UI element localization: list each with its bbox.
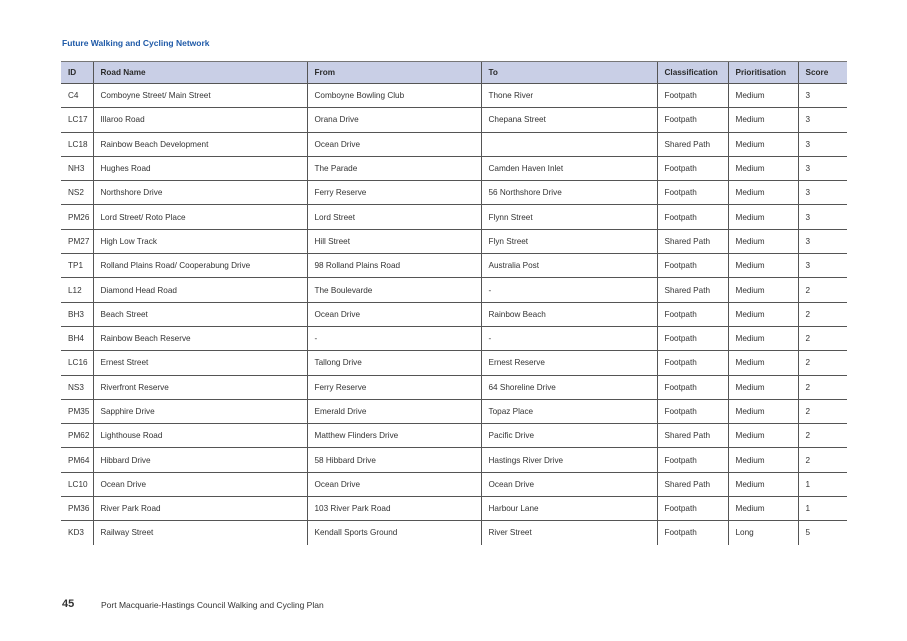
column-header-score: Score <box>798 62 847 84</box>
cell-score: 3 <box>798 254 847 278</box>
table-row <box>61 472 847 496</box>
cell-road-name: Ocean Drive <box>93 472 307 496</box>
cell-classification: Footpath <box>657 156 728 180</box>
column-header-road-name: Road Name <box>93 62 307 84</box>
cell-to: Ernest Reserve <box>481 351 657 375</box>
cell-score: 3 <box>798 84 847 108</box>
table-row <box>61 497 847 521</box>
cell-classification: Footpath <box>657 108 728 132</box>
cell-prioritisation: Medium <box>728 254 798 278</box>
table-body <box>61 84 847 545</box>
cell-to: - <box>481 326 657 350</box>
cell-road-name: Lord Street/ Roto Place <box>93 205 307 229</box>
cell-from: Comboyne Bowling Club <box>307 84 481 108</box>
cell-from: Ocean Drive <box>307 132 481 156</box>
cell-id: PM26 <box>61 205 93 229</box>
cell-id: NS2 <box>61 181 93 205</box>
cell-prioritisation: Medium <box>728 375 798 399</box>
cell-classification: Footpath <box>657 181 728 205</box>
table-row <box>61 448 847 472</box>
cell-to: Australia Post <box>481 254 657 278</box>
cell-prioritisation: Medium <box>728 497 798 521</box>
column-header-id: ID <box>61 62 93 84</box>
cell-prioritisation: Medium <box>728 302 798 326</box>
cell-score: 2 <box>798 448 847 472</box>
cell-prioritisation: Medium <box>728 84 798 108</box>
cell-id: KD3 <box>68 528 84 538</box>
table-row <box>61 108 847 132</box>
cell-road-name: Northshore Drive <box>93 181 307 205</box>
cell-classification: Shared Path <box>657 424 728 448</box>
cell-to: Ocean Drive <box>481 472 657 496</box>
cell-score: 2 <box>798 302 847 326</box>
table-row <box>61 229 847 253</box>
cell-id: LC18 <box>61 132 93 156</box>
cell-classification: Shared Path <box>657 229 728 253</box>
cell-prioritisation: Medium <box>728 399 798 423</box>
table-row <box>61 351 847 375</box>
cell-to <box>481 132 657 156</box>
cell-classification: Shared Path <box>657 132 728 156</box>
table-row <box>61 375 847 399</box>
footer-text: Port Macquarie-Hastings Council Walking and Cycling Plan <box>101 600 324 610</box>
cell-score: 3 <box>798 132 847 156</box>
cell-from: Orana Drive <box>307 108 481 132</box>
cell-to: River Street <box>481 521 657 545</box>
cell-classification: Footpath <box>657 84 728 108</box>
cell-road-name: High Low Track <box>93 229 307 253</box>
cell-score: 1 <box>798 472 847 496</box>
cell-prioritisation: Medium <box>728 205 798 229</box>
cell-id: LC10 <box>61 472 93 496</box>
cell-prioritisation: Medium <box>728 472 798 496</box>
network-table <box>61 61 847 545</box>
cell-classification: Shared Path <box>657 472 728 496</box>
cell-from: - <box>307 326 481 350</box>
cell-prioritisation: Medium <box>728 351 798 375</box>
cell-id: PM62 <box>61 424 93 448</box>
cell-score: 1 <box>798 497 847 521</box>
cell-score: 3 <box>798 108 847 132</box>
cell-from: Tallong Drive <box>307 351 481 375</box>
cell-score: 3 <box>798 156 847 180</box>
table-row <box>61 205 847 229</box>
cell-score: 3 <box>798 229 847 253</box>
cell-id: L12 <box>61 278 93 302</box>
column-header-prioritisation: Prioritisation <box>728 62 798 84</box>
cell-road-name: Diamond Head Road <box>93 278 307 302</box>
cell-road-name: Rainbow Beach Reserve <box>93 326 307 350</box>
cell-from: Ocean Drive <box>307 302 481 326</box>
table-row <box>61 278 847 302</box>
cell-id: LC16 <box>61 351 93 375</box>
cell-score: 3 <box>798 205 847 229</box>
cell-road-name: Rainbow Beach Development <box>93 132 307 156</box>
cell-from: Matthew Flinders Drive <box>307 424 481 448</box>
cell-classification: Shared Path <box>657 278 728 302</box>
cell-prioritisation: Long <box>728 521 798 545</box>
cell-road-name: Sapphire Drive <box>93 399 307 423</box>
cell-classification: Footpath <box>657 375 728 399</box>
cell-road-name: Rolland Plains Road/ Cooperabung Drive <box>93 254 307 278</box>
cell-classification: Footpath <box>657 399 728 423</box>
cell-road-name: Riverfront Reserve <box>93 375 307 399</box>
cell-to: Thone River <box>481 84 657 108</box>
cell-classification: Footpath <box>657 302 728 326</box>
cell-score: 2 <box>798 278 847 302</box>
cell-road-name: Hibbard Drive <box>93 448 307 472</box>
cell-id: PM35 <box>61 399 93 423</box>
cell-id: BH4 <box>61 326 93 350</box>
cell-to: Pacific Drive <box>481 424 657 448</box>
cell-road-name: River Park Road <box>93 497 307 521</box>
cell-prioritisation: Medium <box>728 156 798 180</box>
cell-to: Camden Haven Inlet <box>481 156 657 180</box>
table-row <box>61 521 847 545</box>
cell-id: PM36 <box>61 497 93 521</box>
section-title: Future Walking and Cycling Network <box>62 38 210 48</box>
cell-from: Hill Street <box>307 229 481 253</box>
cell-prioritisation: Medium <box>728 424 798 448</box>
cell-classification: Footpath <box>657 448 728 472</box>
table-row <box>61 84 847 108</box>
cell-id: BH3 <box>61 302 93 326</box>
cell-from: The Boulevarde <box>307 278 481 302</box>
cell-road-name: Ernest Street <box>93 351 307 375</box>
cell-classification: Footpath <box>657 351 728 375</box>
cell-to: Flyn Street <box>481 229 657 253</box>
cell-road-name: Hughes Road <box>93 156 307 180</box>
table-row <box>61 302 847 326</box>
cell-road-name: Railway Street <box>93 521 307 545</box>
cell-id: LC17 <box>61 108 93 132</box>
cell-to: Topaz Place <box>481 399 657 423</box>
cell-to: - <box>481 278 657 302</box>
cell-from: Kendall Sports Ground <box>307 521 481 545</box>
table-row <box>61 181 847 205</box>
cell-prioritisation: Medium <box>728 326 798 350</box>
cell-prioritisation: Medium <box>728 448 798 472</box>
table-row <box>61 132 847 156</box>
column-header-to: To <box>481 62 657 84</box>
table-row <box>61 156 847 180</box>
cell-from: Ferry Reserve <box>307 181 481 205</box>
table-row <box>61 254 847 278</box>
cell-from: Emerald Drive <box>307 399 481 423</box>
table-header-row <box>61 62 847 84</box>
cell-road-name: Comboyne Street/ Main Street <box>93 84 307 108</box>
cell-classification: Footpath <box>657 326 728 350</box>
cell-score: 2 <box>798 424 847 448</box>
cell-score: 2 <box>798 375 847 399</box>
cell-to: Flynn Street <box>481 205 657 229</box>
cell-to: Harbour Lane <box>481 497 657 521</box>
cell-road-name: Illaroo Road <box>93 108 307 132</box>
cell-id: PM64 <box>61 448 93 472</box>
table-row <box>61 399 847 423</box>
cell-from: 98 Rolland Plains Road <box>307 254 481 278</box>
cell-id: NH3 <box>61 156 93 180</box>
cell-to: 64 Shoreline Drive <box>481 375 657 399</box>
cell-to: Chepana Street <box>481 108 657 132</box>
cell-road-name: Lighthouse Road <box>93 424 307 448</box>
cell-from: Ocean Drive <box>307 472 481 496</box>
cell-classification: Footpath <box>657 205 728 229</box>
cell-prioritisation: Medium <box>728 132 798 156</box>
cell-score: 2 <box>798 399 847 423</box>
cell-to: Rainbow Beach <box>481 302 657 326</box>
cell-road-name: Beach Street <box>93 302 307 326</box>
cell-from: 58 Hibbard Drive <box>307 448 481 472</box>
table-row <box>61 326 847 350</box>
cell-to: 56 Northshore Drive <box>481 181 657 205</box>
cell-prioritisation: Medium <box>728 181 798 205</box>
cell-classification: Footpath <box>657 497 728 521</box>
cell-id: NS3 <box>61 375 93 399</box>
page-number: 45 <box>62 598 75 610</box>
cell-from: The Parade <box>307 156 481 180</box>
cell-from: Lord Street <box>307 205 481 229</box>
cell-score: 2 <box>798 326 847 350</box>
cell-id: C4 <box>61 84 93 108</box>
cell-from: 103 River Park Road <box>307 497 481 521</box>
cell-score: 3 <box>798 181 847 205</box>
cell-id: TP1 <box>61 254 93 278</box>
cell-classification: Footpath <box>657 521 728 545</box>
cell-prioritisation: Medium <box>728 229 798 253</box>
cell-score: 2 <box>798 351 847 375</box>
cell-id: PM27 <box>61 229 93 253</box>
column-header-from: From <box>307 62 481 84</box>
cell-score: 5 <box>798 521 847 545</box>
table-row <box>61 424 847 448</box>
cell-prioritisation: Medium <box>728 108 798 132</box>
column-header-classification: Classification <box>657 62 728 84</box>
cell-to: Hastings River Drive <box>481 448 657 472</box>
cell-from: Ferry Reserve <box>307 375 481 399</box>
cell-classification: Footpath <box>657 254 728 278</box>
cell-prioritisation: Medium <box>728 278 798 302</box>
